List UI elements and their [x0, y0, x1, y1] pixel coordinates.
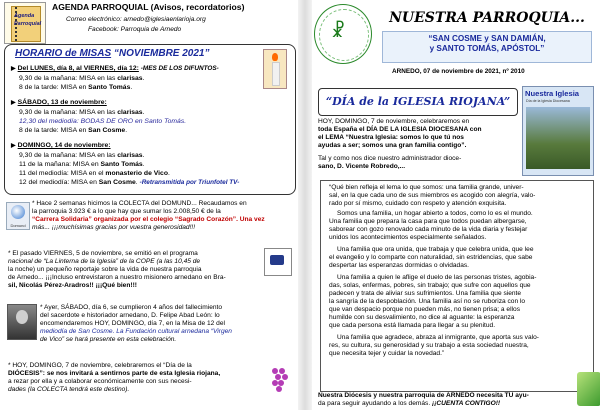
quote-line: Una familia a quien le aflige el duelo de las personas tristes, agobia- — [337, 274, 537, 281]
domund-icon: Domund — [6, 202, 30, 230]
email-line: Correo electrónico: arnedo@iglesiaenlarioja.org — [66, 16, 206, 23]
notice-text: * El pasado VIERNES, 5 de noviembre, se emitió en el programa nacional de “La Linterna de la Iglesia” de la COPE (a las 10,45 de la noche) un pequeño reportaje sobre la vida de nuestra parroquia de Arnedo... ¡¡¡Incluso entrevistaron a nuestro misionero arnedano en Bra- sil, Nicolás Pérez-Aradros!! ¡¡¡Qué bien!!! — [8, 250, 226, 290]
notice-text: * Hace 2 semanas hicimos la COLECTA del DOMUND... Recaudamos en la parroquia 3.923 € a lo que hay que sumar los 2.008,50 € de la “Carrera Solidaria” organizada por el colegio “Sagrado Corazón”. Una vez más... ¡¡¡muchísimas gracias por vuestra generosidad!!! — [32, 200, 265, 232]
closing-appeal: Nuestra Diócesis y nuestra parroquia de ARNEDO necesita TU ayu- da para seguir ayudando a los demás. ¡¡CUENTA CONTIGO!! — [318, 392, 529, 407]
agenda-logo — [4, 2, 46, 44]
quote-line: despertar las esperanzas dormidas o olvidadas. — [329, 262, 470, 269]
mass-row: 12 del mediodía: MISA en San Cosme. -Retransmitida por Triunfotel TV- — [19, 179, 240, 186]
parish-seal-icon: ☧ — [314, 4, 372, 64]
day-heading: ▶ SÁBADO, 13 de noviembre: — [11, 99, 107, 106]
quote-line: Una familia que agradece, abraza al inmigrante, que aporta sus valo- — [337, 334, 539, 341]
quote-line: que necesita tejer y cuidar la novedad.” — [329, 350, 445, 357]
quote-line: el evangelio y lo comparte con naturalidad, sin estridencias, que sabe — [329, 254, 533, 261]
bulletin-title: NUESTRA PARROQUIA... — [389, 10, 585, 26]
grapes-icon — [270, 368, 290, 394]
mass-row: 8 de la tarde: MISA en Santo Tomás. — [19, 84, 133, 91]
notice-text: * HOY, DOMINGO, 7 de noviembre, celebraremos el “Día de la DIÓCESIS”: se nos invitará a sentirnos parte de esta Iglesia riojana, a rezar por ella y a colaborar económicamente con sus necesi- dades (la COLECTA tendrá este destino). — [8, 362, 221, 394]
mass-row: 11 del mediodía: MISA en el monasterio de Vico. — [19, 170, 170, 177]
quote-line: unidos los acontecimientos especialmente señalados. — [329, 234, 487, 241]
quote-line: saborear con gozo renovado cada minuto de la vida diaria y festejar — [329, 226, 528, 233]
day-heading: ▶ DOMINGO, 14 de noviembre: — [11, 142, 111, 149]
logo-line: Agenda — [14, 13, 35, 19]
quote-line: rado por sí mismo, cuidado con respeto y atención exquisita. — [329, 200, 507, 207]
agenda-header — [4, 2, 294, 42]
notice-text: * Ayer, SÁBADO, día 6, se cumplieron 4 años del fallecimiento del sacerdote e historiador arnedano, D. Felipe Abad León: lo encomendaremos HOY, DOMINGO, día 7, en la Misa de 12 del mediodía de San Cosme. La Fundación cultural arnedana “Virgen de Vico” se hará presente en esta celebración. — [40, 304, 232, 344]
quote-line: Una familia que prepara la casa para que todos puedan albergarse, — [329, 218, 527, 225]
horario-title: HORARIO de MISAS “NOVIEMBRE 2021” — [15, 48, 210, 59]
quote-line: padecen y trata de aliviar sus sufrimientos. Una familia que siente — [329, 290, 522, 297]
cope-notice — [4, 246, 294, 294]
left-page — [0, 0, 298, 410]
magazine-subtitle: Día de la Iglesia Diocesana — [526, 99, 570, 103]
magazine-title: Nuestra Iglesia — [525, 89, 580, 98]
bulletin-date: ARNEDO, 07 de noviembre de 2021, nº 2010 — [392, 68, 525, 75]
mass-row: 12,30 del mediodía: BODAS DE ORO en Santo Tomás. — [19, 118, 187, 125]
quote-line: la sangría de la despoblación. Una familia así no se ruboriza con lo — [329, 298, 526, 305]
article-headline: “DÍA de la IGLESIA RIOJANA” — [318, 88, 518, 116]
horario-box — [4, 44, 296, 195]
quote-line: que van despacio porque no pueden más, no tienen prisa; a ellos — [329, 306, 520, 313]
domund-notice — [4, 198, 294, 242]
portrait-photo — [7, 304, 37, 340]
bulletin-subtitle: “SAN COSME y SAN DAMIÁN, y SANTO TOMÁS, APÓSTOL” — [382, 31, 592, 63]
mass-row: 9,30 de la mañana: MISA en las clarisas. — [19, 109, 145, 116]
page-gutter — [298, 0, 312, 410]
article-intro: HOY, DOMINGO, 7 de noviembre, celebraremos en toda España el DÍA DE LA IGLESIA DIOCESANA con el LEMA “Nuestra Iglesia: somos lo que tú nos ayudas a ser; somos una gran familia contigo”. — [318, 118, 482, 150]
candle-icon — [263, 49, 287, 89]
quote-line: Una familia que ora unida, que trabaja y que celebra unida, que lee — [337, 246, 534, 253]
quote-line: humilde con su desvalimiento, no dice al aguante: la esperanza — [329, 314, 515, 321]
right-page — [312, 0, 600, 410]
mass-row: 8 de la tarde: MISA en San Cosme. — [19, 127, 128, 134]
quote-line: res, su cultura, su generosidad y su trabajo a esta sociedad nuestra, — [329, 342, 529, 349]
green-corner-icon — [577, 372, 600, 406]
mass-row: 11 de la mañana: MISA en Santo Tomás. — [19, 161, 145, 168]
quote-line: Somos una familia, un hogar abierto a todos, como lo es el mundo. — [337, 210, 533, 217]
article-intro-2: Tal y como nos dice nuestro administrador dioce- sano, D. Vicente Robredo,... — [318, 155, 462, 171]
day-heading: ▶ Del LUNES, día 8, al VIERNES, día 12: -MES DE LOS DIFUNTOS- — [11, 65, 219, 72]
diocesis-notice — [4, 358, 294, 406]
quote-line: sal, en la que cada uno de sus miembros es acogido con alegría, valo- — [329, 192, 536, 199]
mass-row: 9,30 de la mañana: MISA en las clarisas. — [19, 152, 145, 159]
quote-line: que cada persona está llamada para llegar a su plenitud. — [329, 322, 496, 329]
tv-icon — [264, 248, 292, 276]
facebook-line: Facebook: Parroquia de Arnedo — [88, 26, 182, 33]
mass-row: 9,30 de la mañana: MISA en las clarisas. — [19, 75, 145, 82]
quote-line: “Qué bien refleja el lema lo que somos: una familia grande, univer- — [329, 184, 524, 191]
quote-line: das, solas, enfermas, pobres, sin trabajo; que sufre con aquellos que — [329, 282, 531, 289]
logo-line: Parroquial — [14, 21, 42, 27]
agenda-title: AGENDA PARROQUIAL (Avisos, recordatorios) — [52, 2, 245, 12]
felipe-abad-notice — [4, 300, 294, 348]
quote-box — [320, 180, 594, 392]
